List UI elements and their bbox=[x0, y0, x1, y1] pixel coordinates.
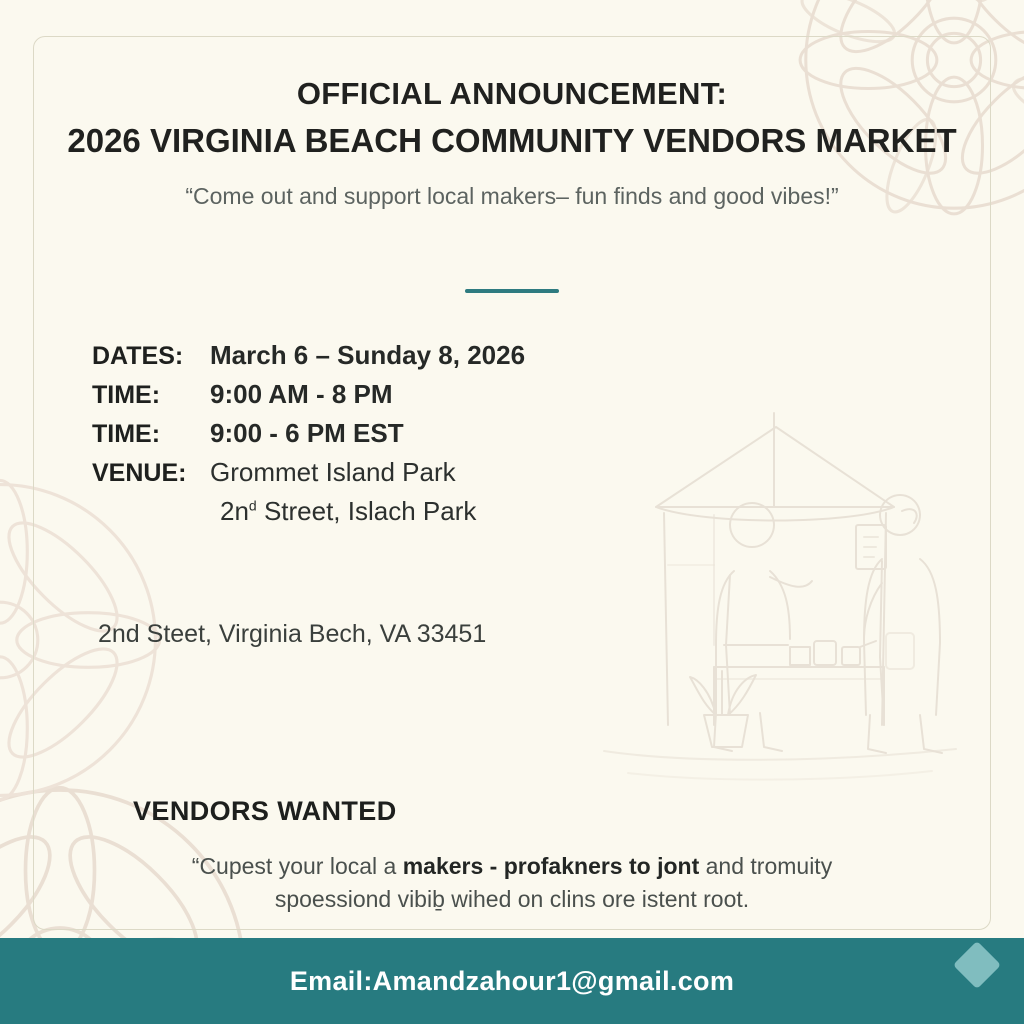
vendors-body-bold: makers - profakners to jont bbox=[402, 853, 700, 879]
market-tent-vendor-illustration bbox=[564, 395, 984, 795]
tagline-text: “Come out and support local makers– fun finds and good vibes!” bbox=[185, 183, 839, 210]
detail-label-venue: VENUE: bbox=[92, 459, 187, 487]
detail-value-time-2: 9:00 - 6 PM EST bbox=[210, 418, 404, 448]
detail-value-venue: Grommet Island Park bbox=[210, 457, 456, 487]
venue-street-number: 2n bbox=[220, 496, 249, 526]
contact-email[interactable]: Email:Amandzahour1@gmail.com bbox=[289, 965, 735, 996]
detail-value-time-1: 9:00 AM - 8 PM bbox=[210, 379, 393, 409]
vendors-body-post: and tromuity bbox=[699, 853, 833, 879]
detail-row bbox=[92, 340, 712, 371]
vendors-body-line2: spoessiond vibiḇ wihed on clins ore istent root. bbox=[274, 885, 750, 912]
detail-label-time-1: TIME: bbox=[92, 381, 161, 409]
event-title: 2026 VIRGINIA BEACH COMMUNITY VENDORS MARKET bbox=[67, 121, 957, 159]
vendors-wanted-heading: VENDORS WANTED bbox=[133, 796, 397, 826]
diamond-accent-icon bbox=[953, 941, 1001, 989]
title-block bbox=[0, 76, 1024, 210]
detail-label-dates: DATES: bbox=[92, 342, 184, 370]
detail-label-time-2: TIME: bbox=[92, 420, 161, 448]
vendors-wanted-body bbox=[0, 850, 1024, 915]
address-text: 2nd Steet, Virginia Bech, VA 33451 bbox=[98, 620, 487, 648]
venue-street-rest: Street, Islach Park bbox=[256, 496, 477, 526]
venue-street-ordinal: d bbox=[248, 497, 257, 514]
vendors-body-pre: “Cupest your local a bbox=[191, 853, 403, 879]
announcement-heading: OFFICIAL ANNOUNCEMENT: bbox=[296, 76, 728, 111]
footer-bar bbox=[0, 938, 1024, 1024]
detail-value-dates: March 6 – Sunday 8, 2026 bbox=[210, 340, 526, 370]
divider-rule bbox=[465, 289, 559, 293]
